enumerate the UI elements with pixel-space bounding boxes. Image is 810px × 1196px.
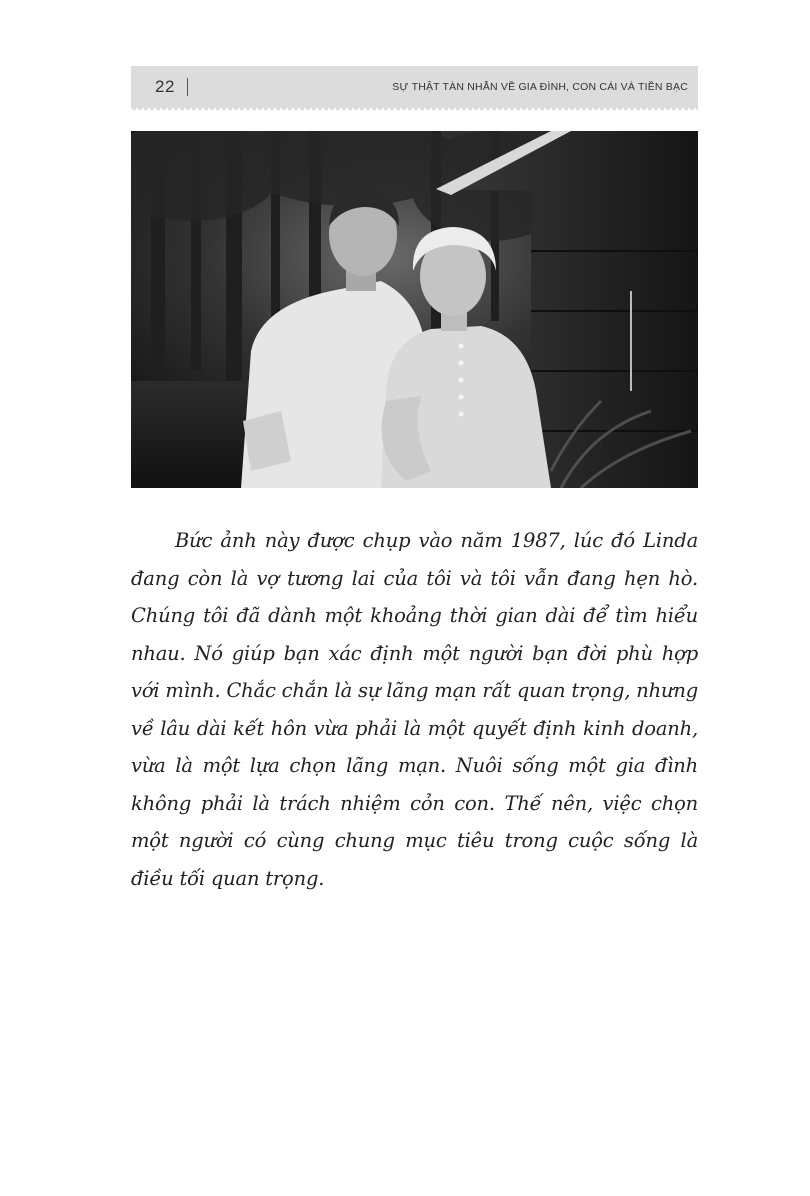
page-number: 22 <box>155 77 175 96</box>
photo-caption: Bức ảnh này được chụp vào năm 1987, lúc đó Linda đang còn là vợ tương lai của tôi và tôi vẫn đang hẹn hò. Chúng tôi đã dành một khoảng thời gian dài để tìm hiểu nhau. Nó giúp bạn xác định một người bạn đời phù hợp với mình. Chắc chắn là sự lãng mạn rất quan trọng, nhưng về lâu dài kết hôn vừa phải là một quyết định kinh doanh, vừa là một lựa chọn lãng mạn. Nuôi sống một gia đình không phải là trách nhiệm cỏn con. Thế nên, việc chọn một người có cùng chung mục tiêu trong cuộc sống là điều tối quan trọng. <box>131 529 698 890</box>
header-divider <box>187 78 188 96</box>
page-header <box>131 66 698 108</box>
couple-photo <box>131 131 698 488</box>
running-title: SỰ THẬT TÀN NHẪN VỀ GIA ĐÌNH, CON CÁI VÀ TIỀN BẠC <box>392 81 688 93</box>
couple-photo-icon <box>131 131 698 488</box>
